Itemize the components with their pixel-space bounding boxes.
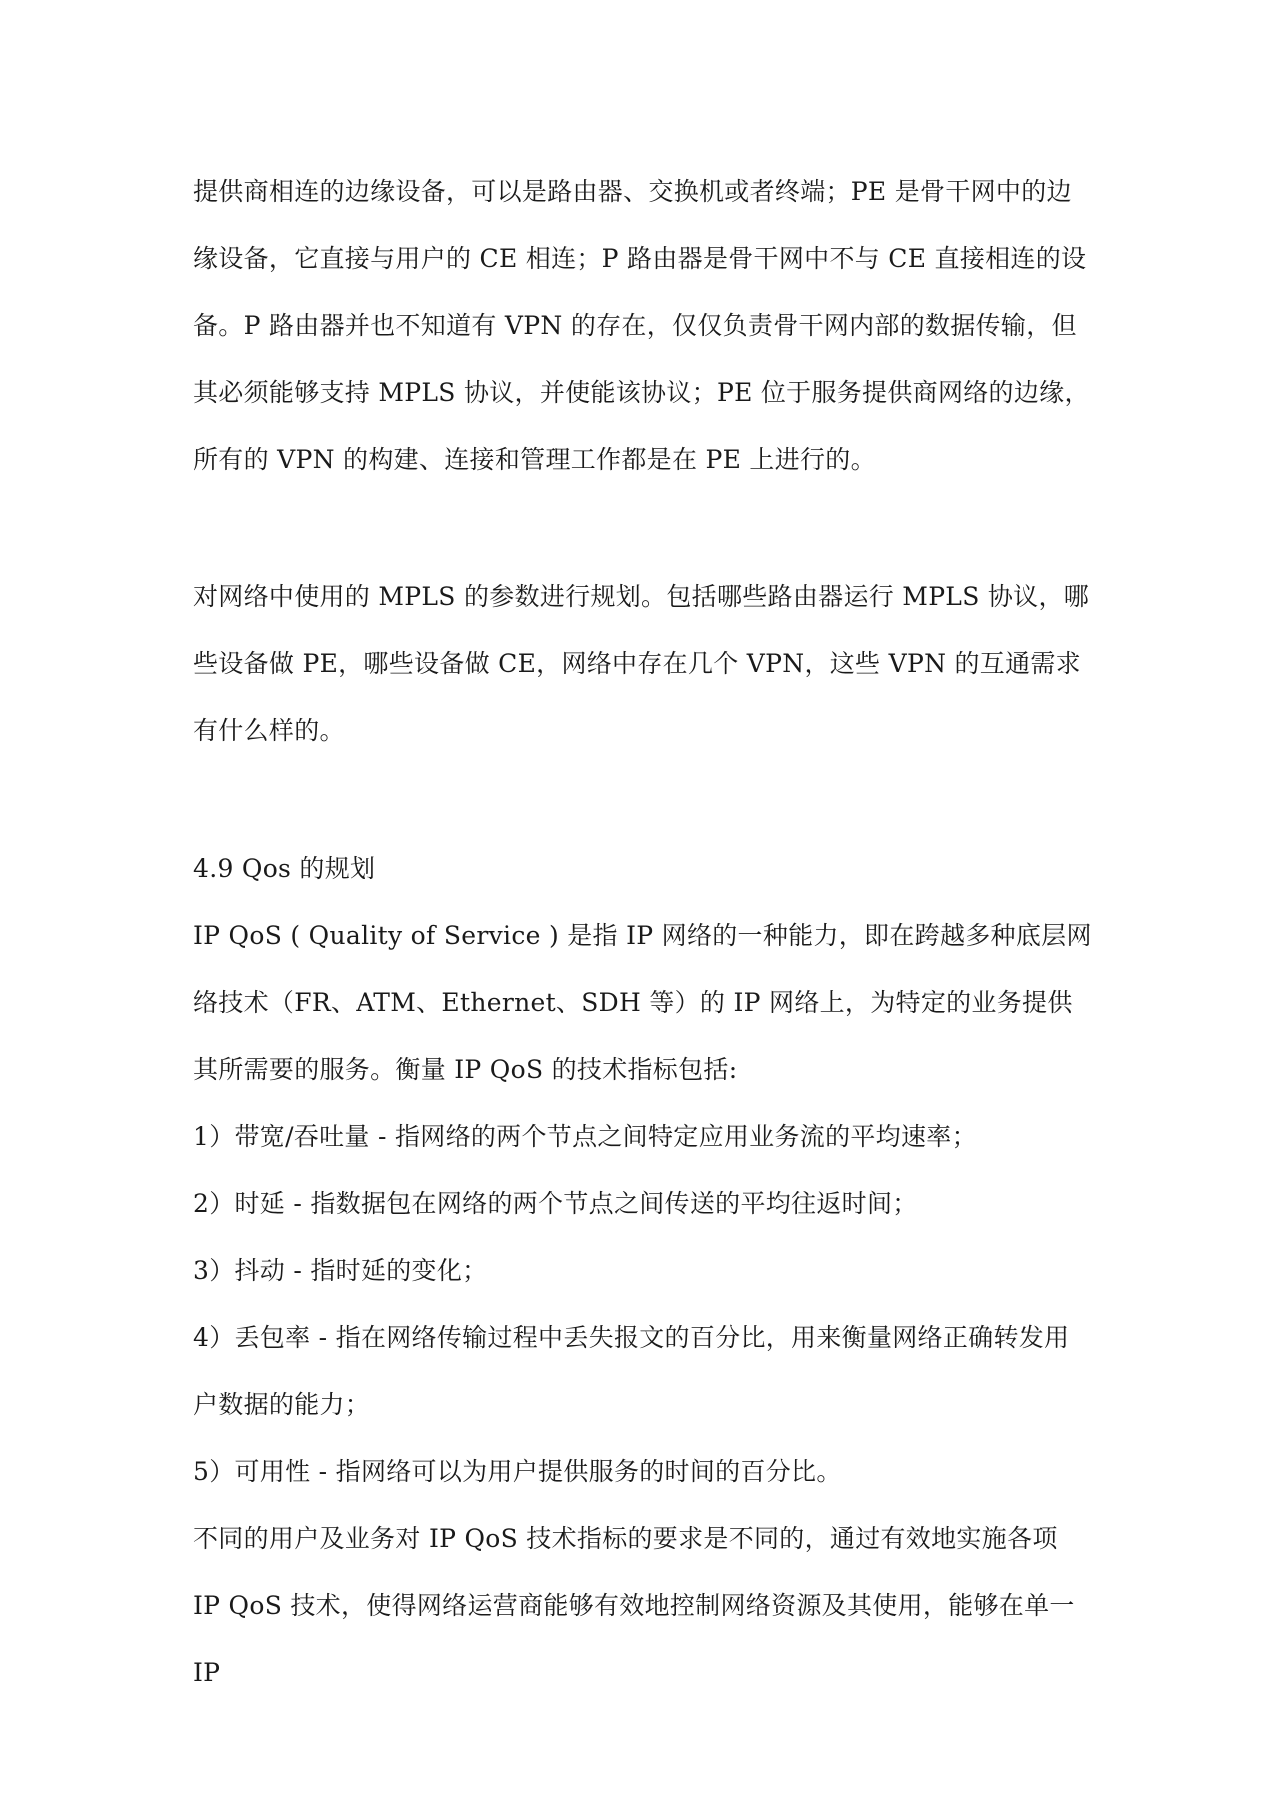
list-item-bandwidth: 1）带宽/吞吐量 - 指网络的两个节点之间特定应用业务流的平均速率； — [193, 1122, 977, 1151]
list-item-jitter: 3）抖动 - 指时延的变化； — [193, 1256, 488, 1285]
section-heading: 4.9 Qos 的规划 — [193, 854, 376, 883]
list-item-packet-loss: 4）丢包率 - 指在网络传输过程中丢失报文的百分比，用来衡量网络正确转发用户数据的能力； — [193, 1323, 1070, 1419]
list-item-availability: 5）可用性 - 指网络可以为用户提供服务的时间的百分比。 — [193, 1457, 842, 1486]
paragraph-text: 对网络中使用的 MPLS 的参数进行规划。包括哪些路由器运行 MPLS 协议，哪些设备做 PE，哪些设备做 CE，网络中存在几个 VPN，这些 VPN 的互通需求有什么样的。 — [193, 582, 1090, 745]
paragraph-mpls-planning — [193, 563, 1093, 764]
section-qos-planning — [193, 835, 1093, 1706]
qos-closing-paragraph: 不同的用户及业务对 IP QoS 技术指标的要求是不同的，通过有效地实施各项 IP QoS 技术，使得网络运营商能够有效地控制网络资源及其使用，能够在单一 IP — [193, 1524, 1075, 1687]
paragraph-ce-pe-p-description — [193, 158, 1093, 493]
qos-intro-paragraph: IP QoS ( Quality of Service ) 是指 IP 网络的一种能力，即在跨越多种底层网络技术（FR、ATM、Ethernet、SDH 等）的 IP 网络上，为特定的业务提供其所需要的服务。衡量 IP QoS 的技术指标包括: — [193, 921, 1092, 1084]
list-item-latency: 2）时延 - 指数据包在网络的两个节点之间传送的平均往返时间； — [193, 1189, 918, 1218]
paragraph-text: 提供商相连的边缘设备，可以是路由器、交换机或者终端；PE 是骨干网中的边缘设备，它直接与用户的 CE 相连；P 路由器是骨干网中不与 CE 直接相连的设备。P 路由器并也不知道有 VPN 的存在，仅仅负责骨干网内部的数据传输，但其必须能够支持 MPLS 协议，并使能该协议；PE 位于服务提供商网络的边缘，所有的 VPN 的构建、连接和管理工作都是在 PE 上进行的。 — [193, 177, 1090, 474]
